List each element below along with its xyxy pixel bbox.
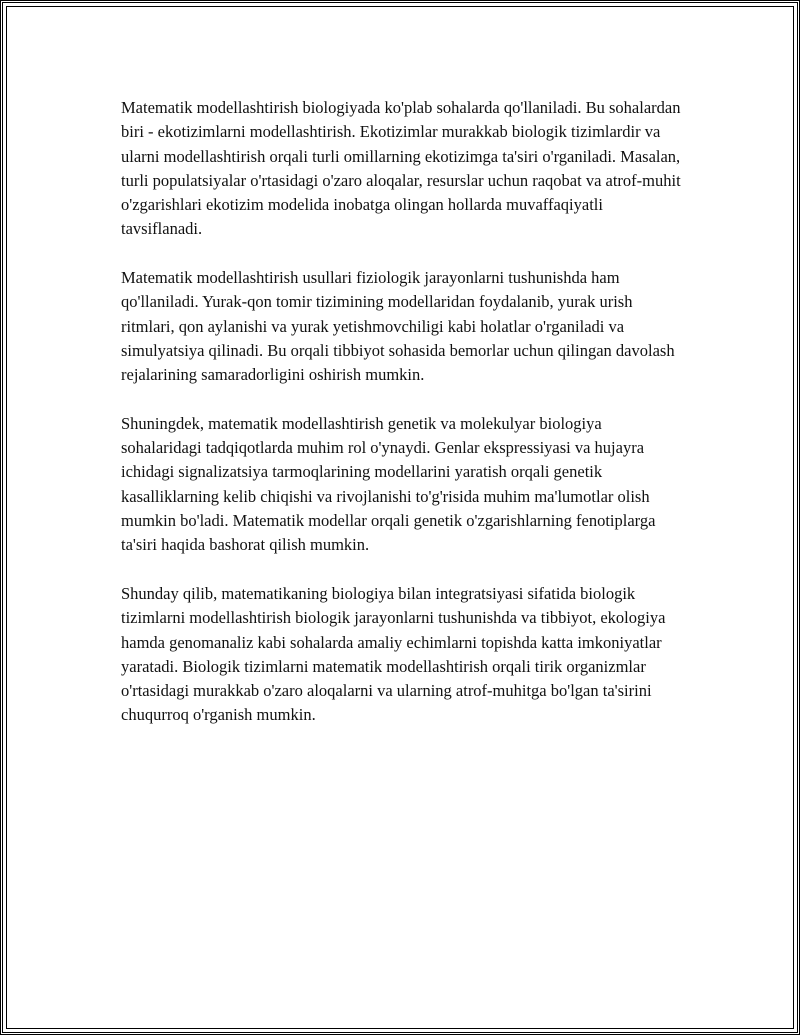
document-body (121, 96, 683, 752)
paragraph-1: Matematik modellashtirish biologiyada ko'plab sohalarda qo'llaniladi. Bu sohalardan biri - ekotizimlarni modellashtirish. Ekotizimlar murakkab biologik tizimlardir va ularni modellashtirish orqali turli omillarning ekotizimga ta'siri o'rganiladi. Masalan, turli populatsiyalar o'rtasidagi o'zaro aloqalar, resurslar uchun raqobat va atrof-muhit o'zgarishlari ekotizim modelida inobatga olingan hollarda muvaffaqiyatli tavsiflanadi. (121, 98, 681, 239)
paragraph-2: Matematik modellashtirish usullari fiziologik jarayonlarni tushunishda ham qo'llaniladi. Yurak-qon tomir tizimining modellaridan foydalanib, yurak urish ritmlari, qon aylanishi va yurak yetishmovchiligi kabi holatlar o'rganiladi va simulyatsiya qilinadi. Bu orqali tibbiyot sohasida bemorlar uchun qilingan davolash rejalarining samaradorligini oshirish mumkin. (121, 268, 675, 385)
paragraph-4: Shunday qilib, matematikaning biologiya bilan integratsiyasi sifatida biologik tizimlarni modellashtirish biologik jarayonlarni tushunishda va tibbiyot, ekologiya hamda genomanaliz kabi sohalarda amaliy echimlarni topishda katta imkoniyatlar yaratadi. Biologik tizimlarni matematik modellashtirish orqali tirik organizmlar o'rtasidagi murakkab o'zaro aloqalarni va ularning atrof-muhitga bo'lgan ta'sirini chuqurroq o'rganish mumkin. (121, 583, 666, 725)
paragraph-3: Shuningdek, matematik modellashtirish genetik va molekulyar biologiya sohalaridagi tadqiqotlarda muhim rol o'ynaydi. Genlar ekspressiyasi va hujayra ichidagi signalizatsiya tarmoqlarining modellarini yaratish orqali genetik kasalliklarning kelib chiqishi va rivojlanishi to'g'risida muhim ma'lumotlar olish mumkin bo'ladi. Matematik modellar orqali genetik o'zgarishlarning fenotiplarga ta'siri haqida bashorat qilish mumkin. (121, 413, 656, 555)
